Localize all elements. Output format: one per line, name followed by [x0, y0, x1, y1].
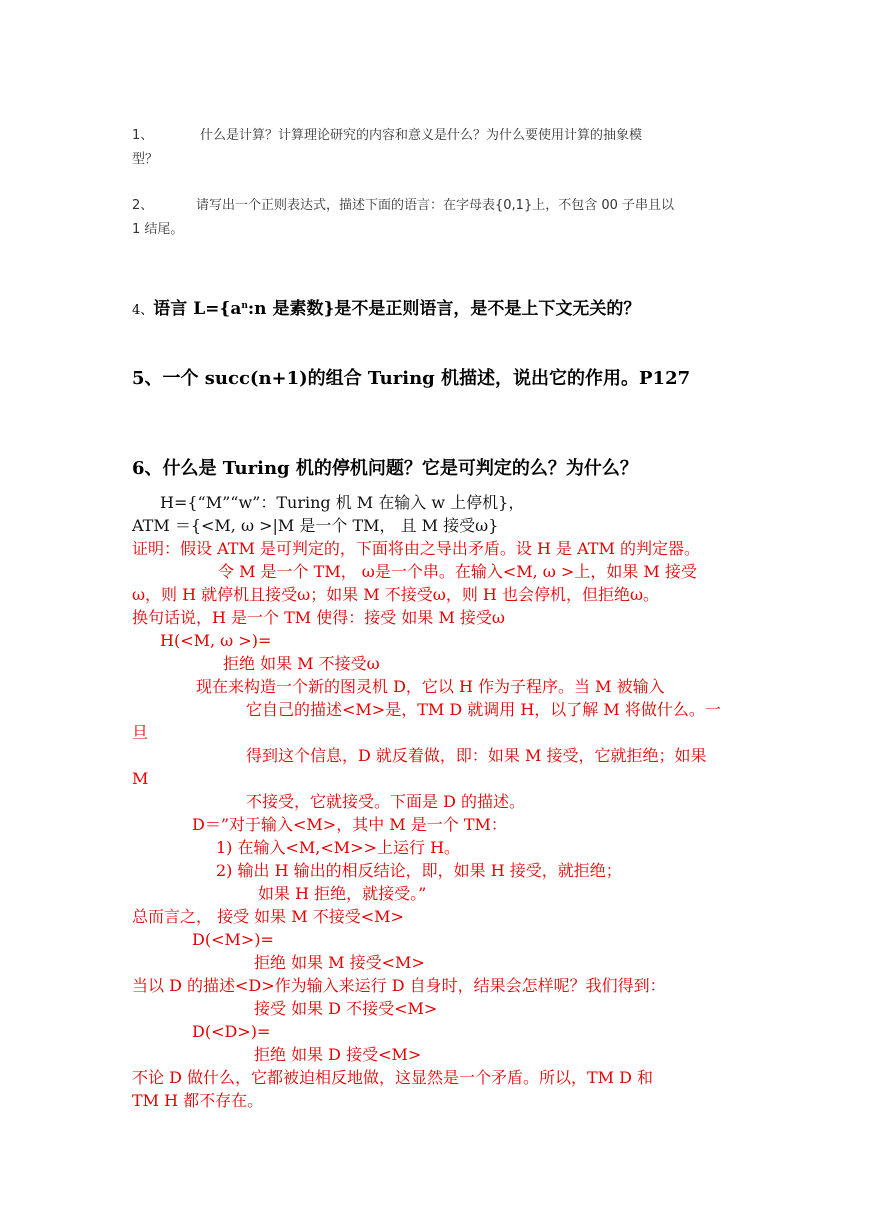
question-2-continuation: 1 结尾。: [132, 222, 184, 237]
proof-conclusion: TM H 都不存在。: [132, 1091, 264, 1110]
proof-line: ω，则 H 就停机且接受ω；如果 M 不接受ω，则 H 也会停机，但拒绝ω。: [132, 585, 659, 604]
proof-line: 证明：假设 ATM 是可判定的，下面将由之导出矛盾。设 H 是 ATM 的判定器。: [132, 539, 700, 558]
halting-set-definition: H={“M”“w”：Turing 机 M 在输入 w 上停机}，: [160, 493, 525, 512]
question-1-continuation: 型？: [132, 152, 159, 167]
d-step-1: 1) 在输入<M,<M>>上运行 H。: [216, 838, 461, 857]
d-step-2: 2) 输出 H 输出的相反结论，即，如果 H 接受，就拒绝；: [216, 861, 622, 880]
proof-line: 旦: [132, 723, 149, 742]
proof-line: M: [132, 769, 149, 788]
question-2-number: 2、: [132, 198, 154, 213]
proof-line: 当以 D 的描述<D>作为输入来运行 D 自身时，结果会怎样呢？我们得到：: [132, 976, 666, 995]
question-4-pre: 语言 L={a: [153, 299, 242, 319]
proof-line: D(<D>)=: [192, 1022, 271, 1041]
d-machine-description: D＝”对于输入<M>，其中 M 是一个 TM：: [192, 815, 507, 834]
proof-line: 得到这个信息，D 就反着做，即：如果 M 接受，它就拒绝；如果: [246, 746, 707, 765]
proof-line: 总而言之， 接受 如果 M 不接受<M>: [132, 907, 404, 926]
question-5-heading: 5、一个 succ(n+1)的组合 Turing 机描述，说出它的作用。P127: [132, 368, 691, 389]
proof-line: 拒绝 如果 D 接受<M>: [254, 1045, 422, 1064]
proof-line: 拒绝 如果 M 不接受ω: [223, 654, 380, 673]
proof-conclusion: 不论 D 做什么，它都被迫相反地做，这显然是一个矛盾。所以，TM D 和: [132, 1068, 654, 1087]
proof-line: H(<M, ω >)=: [160, 631, 272, 650]
proof-line: 它自己的描述<M>是，TM D 就调用 H，以了解 M 将做什么。一: [246, 700, 721, 719]
proof-line: 拒绝 如果 M 接受<M>: [254, 953, 425, 972]
question-4-superscript: n: [241, 301, 248, 311]
d-step-2-continuation: 如果 H 拒绝，就接受。”: [258, 884, 427, 903]
proof-line: 令 M 是一个 TM， ω是一个串。在输入<M, ω >上，如果 M 接受: [218, 562, 697, 581]
proof-line: 不接受，它就接受。下面是 D 的描述。: [246, 792, 526, 811]
question-4-heading: [132, 300, 640, 319]
atm-definition: ATM ＝{<M, ω >|M 是一个 TM， 且 M 接受ω}: [132, 516, 499, 535]
question-2-text: 请写出一个正则表达式，描述下面的语言：在字母表{0,1}上，不包含 00 子串且以: [196, 198, 675, 213]
proof-line: 接受 如果 D 不接受<M>: [254, 999, 438, 1018]
question-4-number: 4、: [132, 303, 154, 318]
proof-line: 现在来构造一个新的图灵机 D，它以 H 作为子程序。当 M 被输入: [196, 677, 665, 696]
proof-line: 换句话说，H 是一个 TM 使得：接受 如果 M 接受ω: [132, 608, 505, 627]
question-1-text: 什么是计算？计算理论研究的内容和意义是什么？为什么要使用计算的抽象模: [200, 128, 643, 143]
question-1-number: 1、: [132, 128, 154, 143]
question-6-heading: 6、什么是 Turing 机的停机问题？它是可判定的么？为什么？: [132, 458, 638, 479]
proof-line: D(<M>)=: [192, 930, 274, 949]
question-4-post: :n 是素数}是不是正则语言，是不是上下文无关的？: [247, 299, 641, 319]
